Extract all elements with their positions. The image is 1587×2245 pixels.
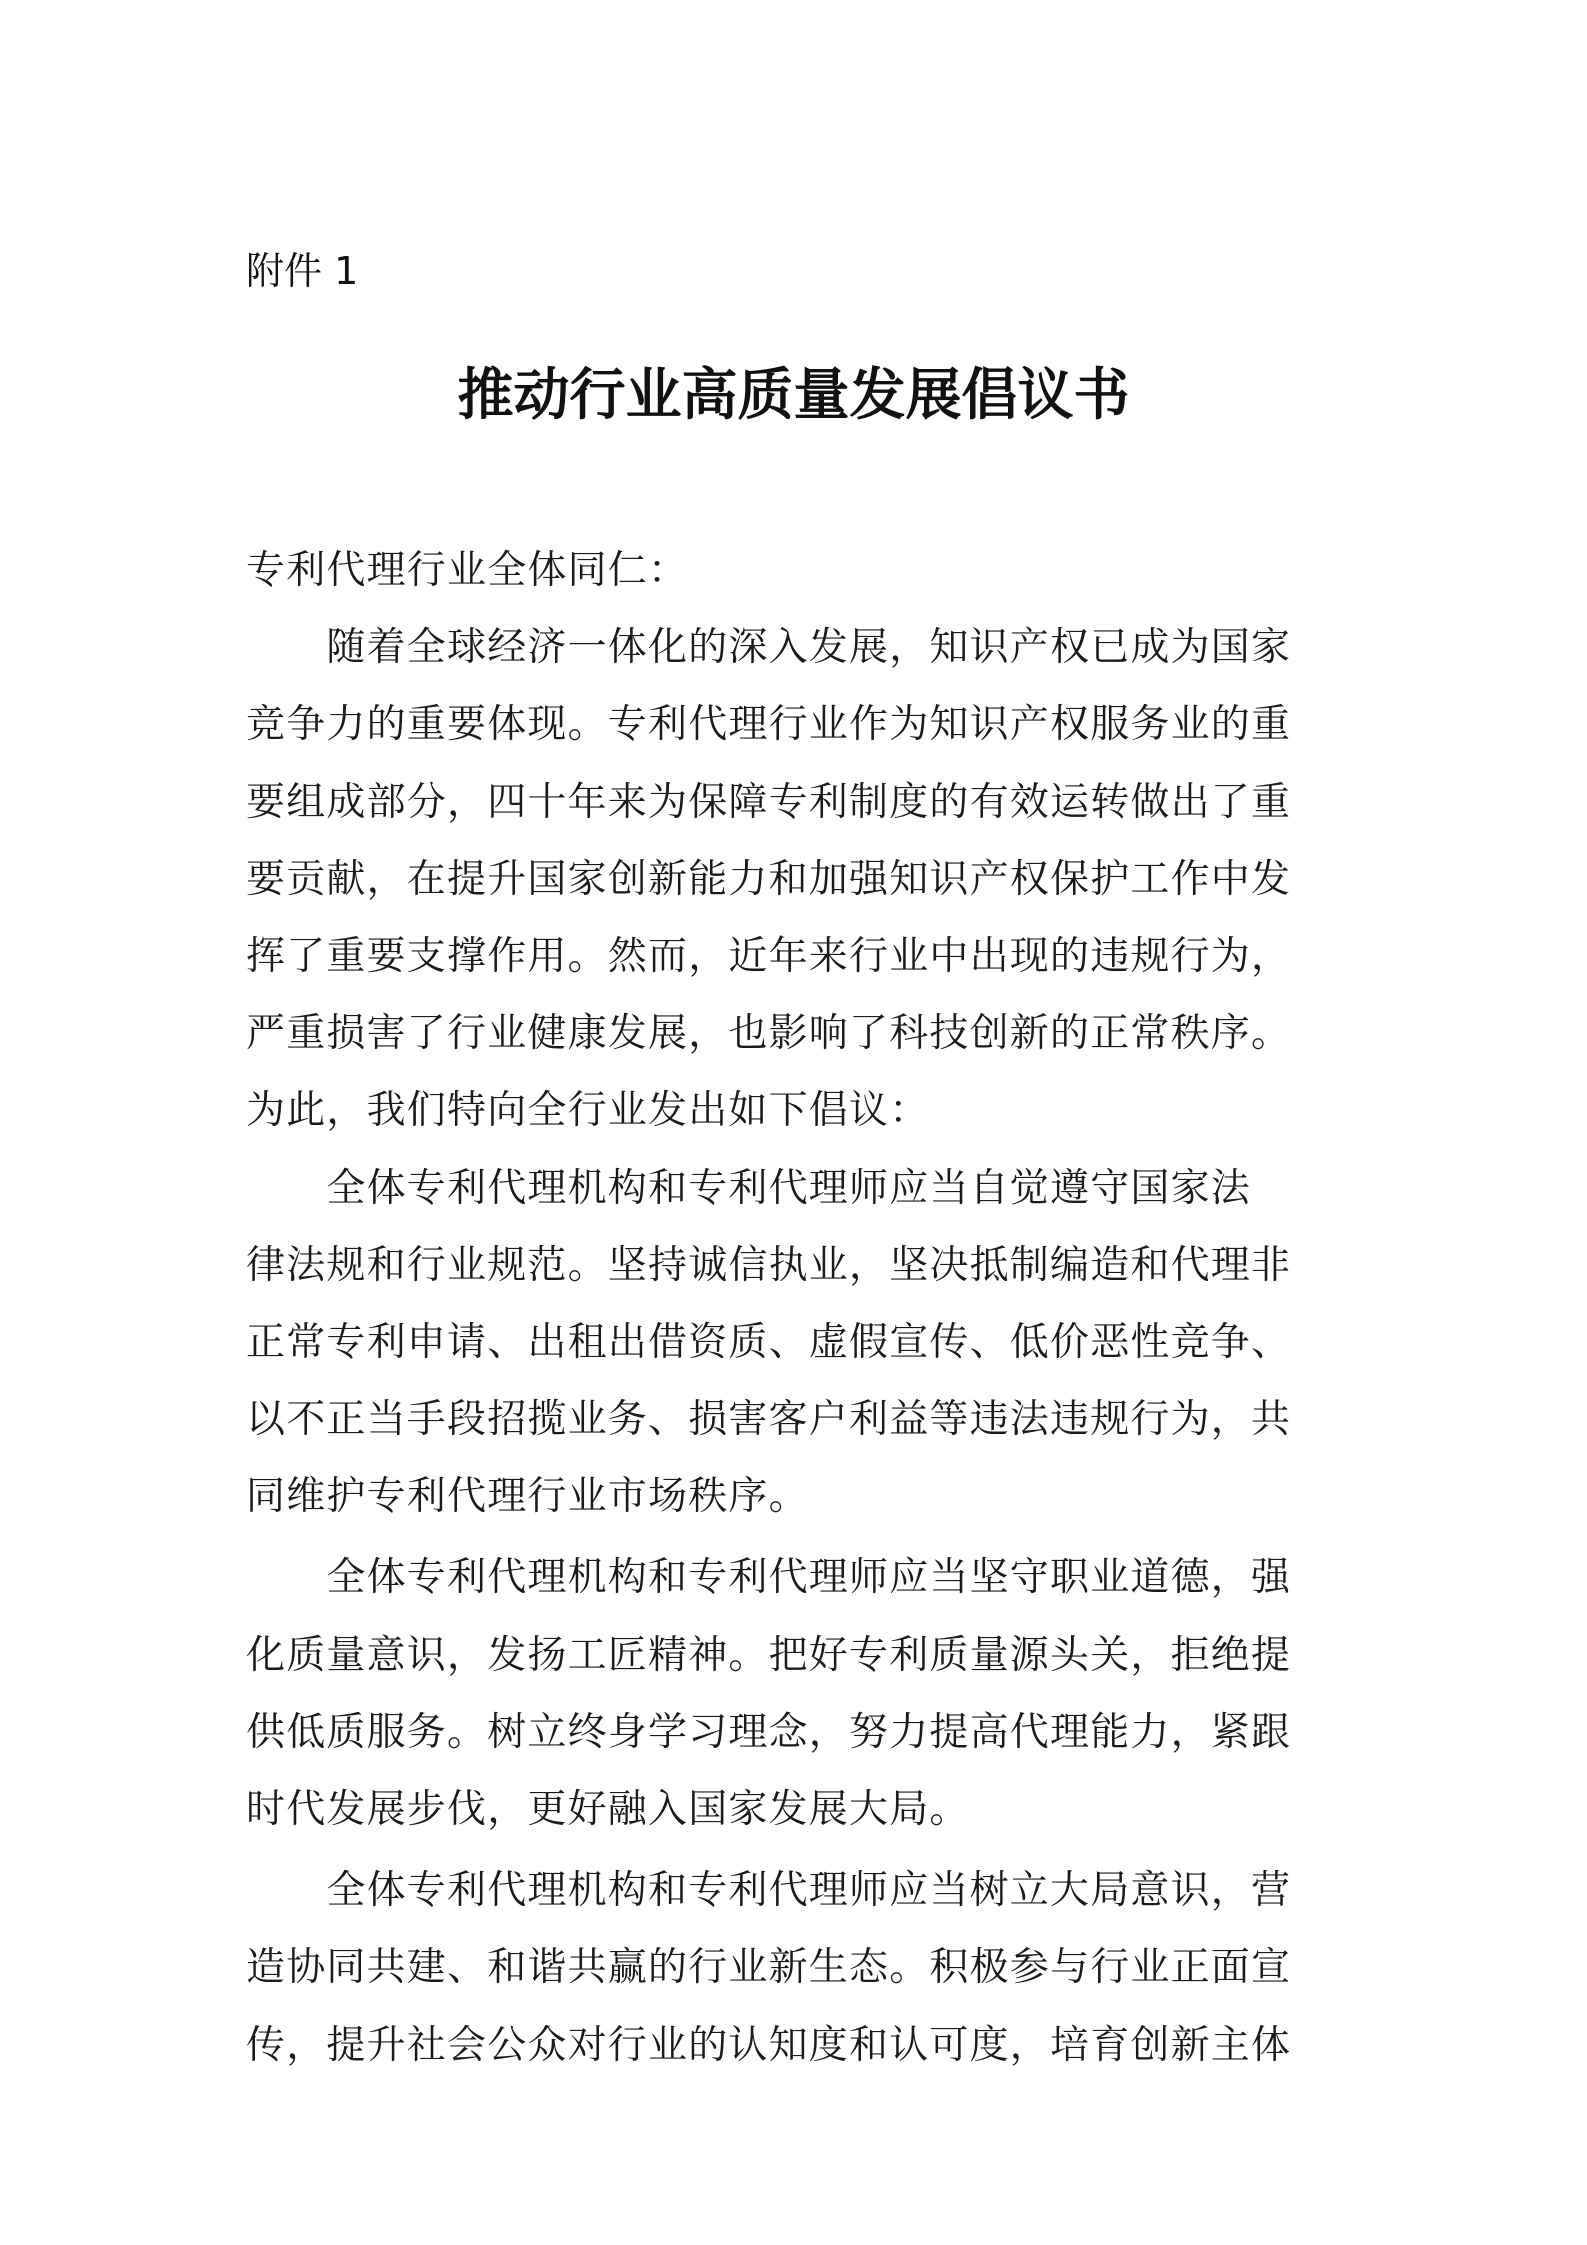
paragraph-line: 严重损害了行业健康发展，也影响了科技创新的正常秩序。	[246, 1011, 1292, 1057]
paragraph-line: 时代发展步伐，更好融入国家发展大局。	[246, 1787, 970, 1832]
paragraph-line: 全体专利代理机构和专利代理师应当自觉遵守国家法	[246, 1165, 1252, 1211]
paragraph-line: 以不正当手段招揽业务、损害客户利益等违法违规行为，共	[246, 1397, 1292, 1443]
paragraph-line: 律法规和行业规范。坚持诚信执业，坚决抵制编造和代理非	[246, 1242, 1292, 1288]
paragraph-line: 正常专利申请、出租出借资质、虚假宣传、低价恶性竞争、	[246, 1319, 1292, 1365]
paragraph-line: 为此，我们特向全行业发出如下倡议：	[246, 1088, 930, 1134]
page-title: 推动行业高质量发展倡议书	[457, 362, 1130, 428]
paragraph-line: 全体专利代理机构和专利代理师应当树立大局意识，营	[246, 1868, 1292, 1914]
salutation: 专利代理行业全体同仁：	[246, 548, 689, 593]
paragraph-line: 挥了重要支撑作用。然而，近年来行业中出现的违规行为，	[246, 933, 1292, 979]
paragraph-line: 造协同共建、和谐共赢的行业新生态。积极参与行业正面宣	[246, 1945, 1292, 1991]
document-body	[246, 532, 1346, 2084]
paragraph-line: 传，提升社会公众对行业的认知度和认可度，培育创新主体	[246, 2022, 1292, 2068]
paragraph-line: 供低质服务。树立终身学习理念，努力提高代理能力，紧跟	[246, 1709, 1292, 1755]
paragraph-line: 要贡献，在提升国家创新能力和加强知识产权保护工作中发	[246, 856, 1292, 902]
paragraph-line: 同维护专利代理行业市场秩序。	[246, 1474, 809, 1520]
paragraph-line: 竞争力的重要体现。专利代理行业作为知识产权服务业的重	[246, 702, 1292, 748]
attachment-label: 附件 1	[246, 249, 359, 293]
paragraph-line: 要组成部分，四十年来为保障专利制度的有效运转做出了重	[246, 779, 1292, 825]
paragraph-line: 随着全球经济一体化的深入发展，知识产权已成为国家	[246, 625, 1292, 671]
paragraph-line: 全体专利代理机构和专利代理师应当坚守职业道德，强	[246, 1555, 1292, 1601]
paragraph-line: 化质量意识，发扬工匠精神。把好专利质量源头关，拒绝提	[246, 1632, 1292, 1678]
